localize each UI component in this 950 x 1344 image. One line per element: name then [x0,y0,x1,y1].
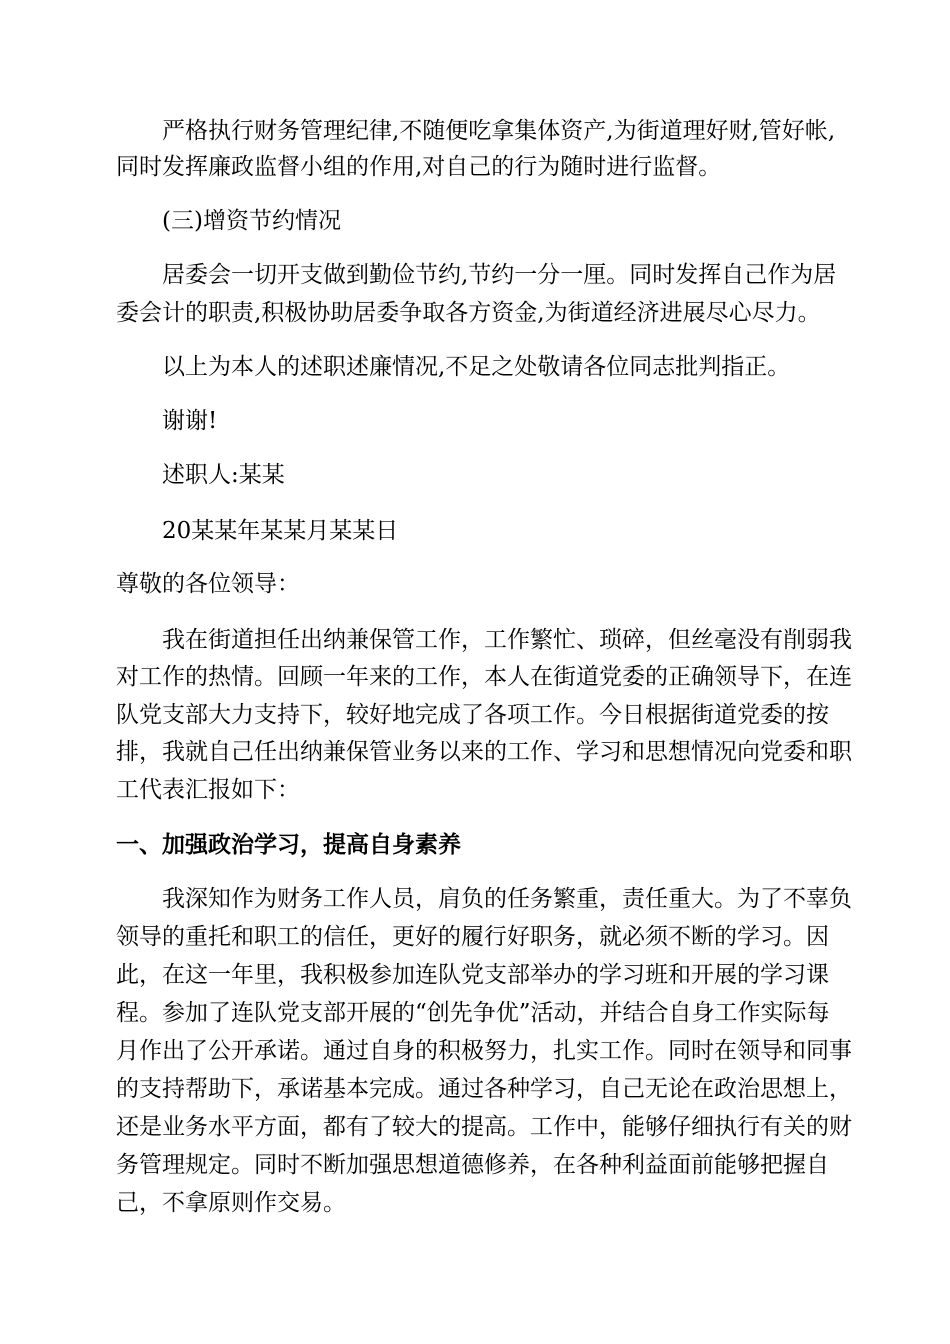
paragraph-line: 此，在这一年里，我积极参加连队党支部举办的学习班和开展的学习课 [116,962,829,988]
section-heading: (三)增资节约情况 [162,208,341,234]
paragraph-line: 委会计的职责,积极协助居委争取各方资金,为街道经济进展尽心尽力。 [116,300,821,326]
paragraph-line: 务管理规定。同时不断加强思想道德修养，在各种利益面前能够把握自 [116,1152,829,1178]
paragraph-line: 我深知作为财务工作人员，肩负的任务繁重，责任重大。为了不辜负 [162,886,852,912]
paragraph-line: 己，不拿原则作交易。 [116,1190,346,1216]
paragraph-line: 的支持帮助下，承诺基本完成。通过各种学习，自己无论在政治思想上， [116,1076,852,1102]
signature-line: 述职人:某某 [162,462,285,488]
paragraph-line: 严格执行财务管理纪律,不随便吃拿集体资产,为街道理好财,管好帐, [162,118,836,144]
paragraph-line: 领导的重托和职工的信任，更好的履行好职务，就必须不断的学习。因 [116,924,829,950]
paragraph-line: 对工作的热情。回顾一年来的工作，本人在街道党委的正确领导下，在连 [116,664,852,690]
section-heading: 一、加强政治学习，提高自身素养 [116,832,461,858]
paragraph-line: 排，我就自己任出纳兼保管业务以来的工作、学习和思想情况向党委和职 [116,739,852,765]
paragraph-line: 我在街道担任出纳兼保管工作，工作繁忙、琐碎，但丝毫没有削弱我 [162,627,852,653]
paragraph-line: 队党支部大力支持下，较好地完成了各项工作。今日根据街道党委的按 [116,702,829,728]
paragraph-line: 程。参加了连队党支部开展的“创先争优”活动，并结合自身工作实际每 [116,1000,830,1026]
paragraph-line: 月作出了公开承诺。通过自身的积极努力，扎实工作。同时在领导和同事 [116,1038,852,1064]
paragraph-line: 以上为本人的述职述廉情况,不足之处敬请各位同志批判指正。 [162,354,791,380]
paragraph-line: 还是业务水平方面，都有了较大的提高。工作中，能够仔细执行有关的财 [116,1114,852,1140]
salutation: 尊敬的各位领导： [116,571,300,597]
paragraph-line: 工代表汇报如下： [116,777,300,803]
paragraph-line: 居委会一切开支做到勤俭节约,节约一分一厘。同时发挥自己作为居 [162,262,837,288]
thanks-line: 谢谢! [162,408,218,434]
paragraph-line: 同时发挥廉政监督小组的作用,对自己的行为随时进行监督。 [116,154,722,180]
date-line: 20某某年某某月某某日 [162,518,399,544]
